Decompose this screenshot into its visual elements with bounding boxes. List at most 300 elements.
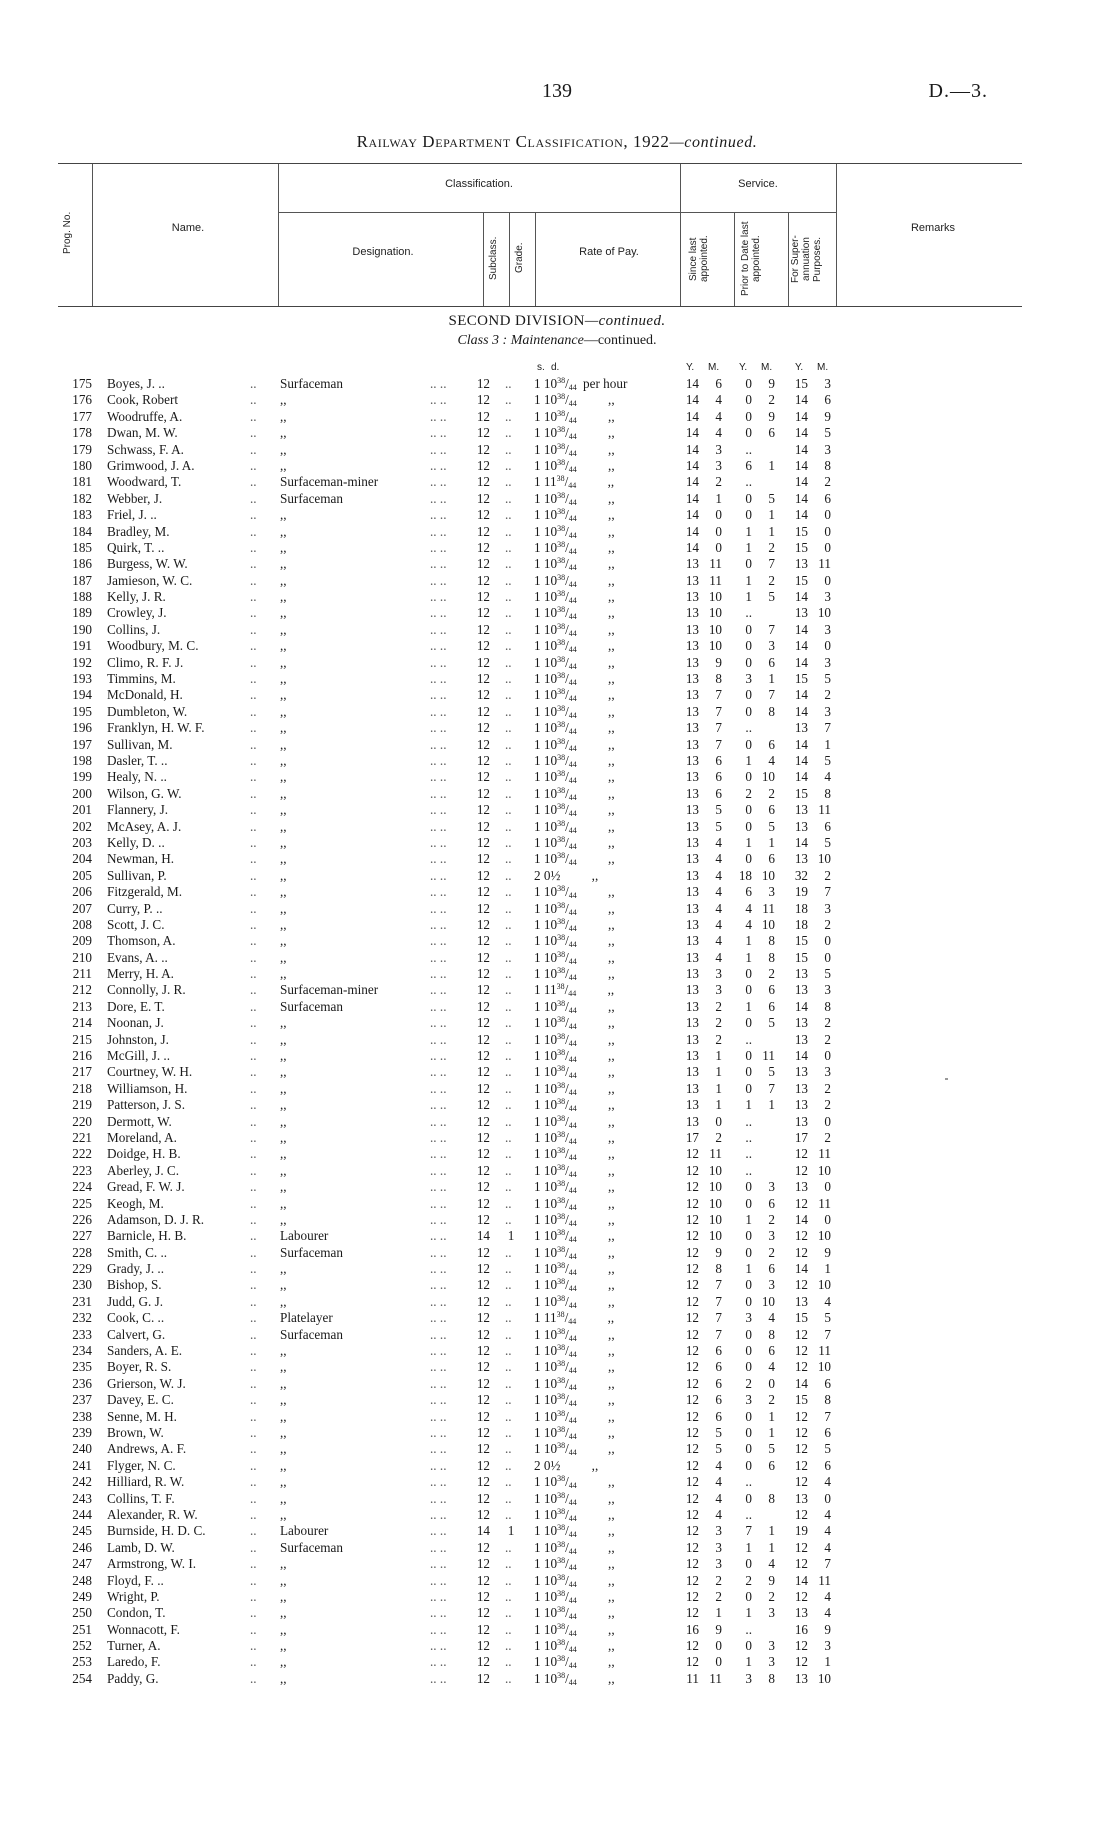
since-last-months: 4 — [715, 425, 722, 441]
employee-name: Quirk, T. .. — [107, 539, 165, 555]
leader-dots: .. — [250, 916, 257, 932]
super-years: 14 — [794, 752, 808, 768]
super-years: 12 — [794, 1654, 808, 1670]
leader-dots: .. — [505, 1048, 512, 1064]
prior-months: 5 — [768, 1064, 775, 1080]
since-last-years: 13 — [685, 949, 699, 965]
fraction-denominator: 44 — [568, 1612, 577, 1622]
since-last-months: 9 — [715, 654, 722, 670]
rate-shillings: 1 — [534, 998, 541, 1014]
fraction-denominator: 44 — [568, 563, 577, 573]
leader-dots: .. .. — [430, 1326, 447, 1342]
fraction-denominator: 44 — [568, 841, 577, 851]
leader-dots: .. — [505, 376, 512, 391]
since-last-months: 0 — [715, 507, 722, 523]
unit-months-2: M. — [761, 362, 773, 373]
leader-dots: .. — [250, 1310, 257, 1326]
ditto-mark: ,, — [608, 1605, 615, 1621]
leader-dots: .. — [505, 1195, 512, 1211]
leader-dots: .. — [250, 1605, 257, 1621]
prog-number: 211 — [72, 966, 92, 982]
leader-dots: .. — [505, 933, 512, 949]
designation: Surfaceman-miner — [280, 474, 379, 490]
subclass: 12 — [476, 408, 490, 424]
leader-dots: .. — [505, 572, 512, 588]
ditto-mark: ,, — [607, 474, 615, 490]
since-last-months: 4 — [715, 851, 722, 867]
prior-years: .. — [745, 1146, 752, 1162]
super-years: 12 — [794, 1162, 808, 1178]
ditto-mark: ,, — [608, 834, 615, 850]
rate-shillings: 1 — [534, 605, 541, 621]
since-last-months: 0 — [715, 1113, 722, 1129]
since-last-years: 13 — [685, 1113, 699, 1129]
leader-dots: .. .. — [430, 556, 447, 572]
class-name: Maintenance — [510, 333, 584, 348]
table-row — [0, 1196, 1114, 1212]
designation: ,, — [280, 671, 287, 687]
prior-years: 0 — [745, 1588, 752, 1604]
ditto-mark: ,, — [608, 572, 615, 588]
designation: ,, — [280, 408, 287, 424]
leader-dots: .. — [505, 1162, 512, 1178]
rate-shillings: 1 — [534, 507, 541, 523]
leader-dots: .. — [250, 1261, 257, 1277]
leader-dots: .. — [250, 982, 257, 998]
rate-of-pay: 1 $10^{38}/_{44}$ ,, — [534, 1539, 615, 1556]
table-row — [0, 950, 1114, 966]
prior-years: 7 — [745, 1523, 752, 1539]
prog-number: 210 — [72, 949, 92, 965]
table-row — [0, 868, 1114, 884]
since-last-months: 5 — [715, 802, 722, 818]
since-last-years: 13 — [685, 720, 699, 736]
subclass: 12 — [476, 1408, 490, 1424]
unit-years-3: Y. — [795, 362, 804, 373]
prog-number: 183 — [72, 507, 92, 523]
prog-number: 192 — [72, 654, 92, 670]
leader-dots: .. — [505, 1359, 512, 1375]
since-last-years: 12 — [685, 1539, 699, 1555]
rate-shillings: 1 — [534, 539, 541, 555]
leader-dots: .. — [250, 1621, 257, 1637]
designation: ,, — [280, 916, 287, 932]
leader-dots: .. — [250, 736, 257, 752]
prior-months: 9 — [768, 1572, 775, 1588]
prior-months: 4 — [768, 1359, 775, 1375]
employee-name: Noonan, J. — [107, 1015, 164, 1031]
subclass: 12 — [476, 1490, 490, 1506]
super-years: 15 — [794, 785, 808, 801]
super-months: 4 — [824, 1293, 831, 1309]
leader-dots: .. — [505, 1556, 512, 1572]
designation: ,, — [280, 966, 287, 982]
employee-name: Lamb, D. W. — [107, 1539, 175, 1555]
prog-number: 224 — [72, 1179, 92, 1195]
employee-name: Senne, M. H. — [107, 1408, 177, 1424]
leader-dots: .. — [505, 1621, 512, 1637]
designation: Labourer — [280, 1228, 329, 1244]
table-row — [0, 1032, 1114, 1048]
leader-dots: .. .. — [430, 1588, 447, 1604]
super-years: 14 — [794, 441, 808, 457]
fraction-numerator: 38 — [557, 1490, 566, 1500]
remarks-header: Remarks — [910, 222, 955, 234]
super-years: 15 — [794, 523, 808, 539]
prior-years: 1 — [745, 949, 752, 965]
ditto-mark: ,, — [591, 867, 599, 883]
leader-dots: .. .. — [430, 1179, 447, 1195]
leader-dots: .. — [505, 982, 512, 998]
rate-pence: 10 — [543, 1441, 558, 1457]
since-last-years: 13 — [685, 1031, 699, 1047]
prog-number: 188 — [72, 589, 92, 605]
since-last-months: 2 — [715, 998, 722, 1014]
fraction-numerator: 38 — [557, 1408, 566, 1418]
prior-months: 6 — [768, 425, 775, 441]
prog-number: 193 — [72, 671, 92, 687]
designation: Labourer — [280, 1523, 329, 1539]
prog-number: 240 — [72, 1441, 92, 1457]
since-last-years: 12 — [685, 1261, 699, 1277]
ditto-mark: ,, — [608, 900, 615, 916]
leader-dots: .. — [250, 834, 257, 850]
prior-months: 1 — [768, 1523, 775, 1539]
fraction-denominator: 44 — [568, 1022, 577, 1032]
super-months: 11 — [818, 1146, 831, 1162]
since-last-years: 12 — [685, 1474, 699, 1490]
prog-number: 195 — [72, 703, 92, 719]
leader-dots: .. — [250, 1441, 257, 1457]
prior-years: 0 — [745, 425, 752, 441]
prog-number: 213 — [72, 998, 92, 1014]
prior-months: 5 — [768, 1015, 775, 1031]
ditto-mark: ,, — [608, 1490, 615, 1506]
rate-of-pay: 1 $11^{38}/_{44}$ ,, — [534, 474, 615, 491]
leader-dots: .. .. — [430, 1506, 447, 1522]
prior-months: 1 — [768, 523, 775, 539]
since-last-months: 4 — [715, 1457, 722, 1473]
super-months: 2 — [824, 1129, 831, 1145]
rate-of-pay: 1 $10^{38}/_{44}$ ,, — [534, 1129, 615, 1146]
since-last-months: 7 — [715, 703, 722, 719]
rate-of-pay: 1 $10^{38}/_{44}$ ,, — [534, 1195, 615, 1212]
leader-dots: .. .. — [430, 966, 447, 982]
employee-name: McAsey, A. J. — [107, 818, 182, 834]
super-months: 3 — [824, 982, 831, 998]
since-last-months: 0 — [715, 539, 722, 555]
prior-years: 0 — [745, 1080, 752, 1096]
class-title — [0, 333, 1114, 349]
ditto-mark: ,, — [608, 1408, 615, 1424]
rate-pence: 10 — [543, 1326, 558, 1342]
prior-months: 8 — [768, 949, 775, 965]
fraction-numerator: 38 — [557, 1425, 566, 1434]
ditto-mark: ,, — [608, 1506, 615, 1522]
leader-dots: .. — [505, 720, 512, 736]
fraction-numerator: 38 — [557, 1441, 566, 1451]
rate-pence: 10 — [543, 556, 558, 572]
since-last-months: 6 — [715, 752, 722, 768]
since-last-years: 13 — [685, 933, 699, 949]
leader-dots: .. .. — [430, 523, 447, 539]
fraction-numerator: 38 — [557, 851, 566, 861]
designation: ,, — [280, 1113, 287, 1129]
leader-dots: .. — [505, 507, 512, 523]
rate-shillings: 1 — [534, 933, 541, 949]
leader-dots: .. .. — [430, 605, 447, 621]
rate-of-pay: 1 $11^{38}/_{44}$ ,, — [534, 982, 615, 999]
employee-name: Sullivan, M. — [107, 736, 173, 752]
designation: ,, — [280, 703, 287, 719]
ditto-mark: ,, — [608, 408, 615, 424]
rate-of-pay: 1 $10^{38}/_{44}$ ,, — [534, 769, 615, 786]
designation: ,, — [280, 736, 287, 752]
employee-name: Franklyn, H. W. F. — [107, 720, 205, 736]
fraction-denominator: 44 — [568, 546, 577, 556]
prior-years: 0 — [745, 638, 752, 654]
table-row — [0, 753, 1114, 769]
since-last-years: 12 — [685, 1490, 699, 1506]
rate-pence: 10 — [543, 720, 558, 736]
leader-dots: .. .. — [430, 1228, 447, 1244]
subclass-header: Subclass. — [488, 236, 499, 280]
leader-dots: .. — [250, 1064, 257, 1080]
rate-shillings: 1 — [534, 457, 541, 473]
rate-shillings: 1 — [534, 1474, 541, 1490]
rate-pence: 10 — [543, 687, 558, 703]
prior-years: 1 — [745, 1539, 752, 1555]
since-last-years: 13 — [685, 818, 699, 834]
table-row — [0, 1261, 1114, 1277]
prior-months: 11 — [762, 1048, 775, 1064]
fraction-numerator: 38 — [557, 1228, 566, 1238]
prior-months: 1 — [768, 1097, 775, 1113]
fraction-denominator: 44 — [568, 1350, 577, 1360]
prior-years: 0 — [745, 392, 752, 408]
fraction-denominator: 44 — [568, 432, 577, 442]
grade: 1 — [507, 1228, 515, 1244]
subclass: 12 — [476, 1015, 490, 1031]
leader-dots: .. .. — [430, 752, 447, 768]
fraction-numerator: 38 — [557, 490, 566, 500]
table-row — [0, 802, 1114, 818]
leader-dots: .. .. — [430, 884, 447, 900]
since-last-months: 5 — [715, 818, 722, 834]
leader-dots: .. — [505, 884, 512, 900]
prog-number: 184 — [72, 523, 92, 539]
since-last-years: 12 — [685, 1588, 699, 1604]
rate-pence: 10 — [543, 1539, 558, 1555]
fraction-denominator: 44 — [568, 1432, 577, 1441]
prior-years: 0 — [745, 736, 752, 752]
designation: ,, — [280, 834, 287, 850]
since-last-months: 3 — [715, 966, 722, 982]
rate-of-pay: 1 $10^{38}/_{44}$ ,, — [534, 1326, 615, 1343]
rate-pence: 10 — [543, 1654, 558, 1670]
since-last-header: Since last appointed. — [688, 235, 710, 283]
rate-shillings: 1 — [534, 1310, 541, 1326]
rate-of-pay: 1 $10^{38}/_{44}$ ,, — [534, 752, 615, 769]
prior-months: 2 — [768, 1392, 775, 1408]
leader-dots: .. .. — [430, 687, 447, 703]
fraction-denominator: 44 — [568, 809, 577, 819]
since-last-months: 1 — [715, 1064, 722, 1080]
rate-pence: 10 — [543, 1048, 558, 1064]
leader-dots: .. — [505, 539, 512, 555]
prog-number: 228 — [72, 1244, 92, 1260]
leader-dots: .. — [250, 867, 257, 883]
fraction-numerator: 38 — [557, 1638, 566, 1648]
rate-pence: 10 — [543, 654, 558, 670]
super-years: 12 — [794, 1195, 808, 1211]
rate-shillings: 1 — [534, 1048, 541, 1064]
since-last-months: 7 — [715, 687, 722, 703]
employee-name: Burgess, W. W. — [107, 556, 188, 572]
prior-months: 1 — [768, 507, 775, 523]
fraction-numerator: 38 — [557, 1572, 566, 1582]
fraction-numerator: 38 — [557, 933, 566, 943]
rate-shillings: 1 — [534, 1293, 541, 1309]
fraction-denominator: 44 — [568, 1415, 577, 1425]
table-row — [0, 917, 1114, 933]
rate-shillings: 1 — [534, 621, 541, 637]
super-months: 6 — [824, 818, 831, 834]
designation: ,, — [280, 1474, 287, 1490]
designation: ,, — [280, 1359, 287, 1375]
table-row — [0, 1146, 1114, 1162]
table-row — [0, 671, 1114, 687]
fraction-numerator: 38 — [557, 392, 566, 402]
rate-pence: 10 — [543, 851, 558, 867]
leader-dots: .. — [505, 736, 512, 752]
rate-pence: 10 — [543, 539, 558, 555]
rate-of-pay: 1 $10^{38}/_{44}$ ,, — [534, 605, 615, 622]
leader-dots: .. — [505, 457, 512, 473]
subclass: 12 — [476, 589, 490, 605]
super-months: 11 — [818, 1343, 831, 1359]
fraction-denominator: 44 — [568, 399, 577, 409]
ditto-mark: ,, — [608, 1654, 615, 1670]
fraction-numerator: 38 — [557, 687, 566, 697]
rate-pence: 10 — [543, 1506, 558, 1522]
leader-dots: .. — [250, 752, 257, 768]
since-last-months: 0 — [715, 523, 722, 539]
ditto-mark: ,, — [608, 1113, 615, 1129]
rate-shillings: 1 — [534, 1146, 541, 1162]
leader-dots: .. — [250, 1654, 257, 1670]
fraction-numerator: 38 — [557, 1064, 566, 1074]
rate-pence: 10 — [543, 1490, 558, 1506]
leader-dots: .. .. — [430, 621, 447, 637]
fraction-numerator: 38 — [557, 1605, 566, 1615]
subclass: 12 — [476, 1441, 490, 1457]
leader-dots: .. — [250, 621, 257, 637]
ditto-mark: ,, — [608, 1375, 615, 1391]
super-months: 10 — [817, 1277, 831, 1293]
table-row — [0, 1491, 1114, 1507]
prog-number: 218 — [72, 1080, 92, 1096]
table-row — [0, 1228, 1114, 1244]
subclass: 12 — [476, 1293, 490, 1309]
prog-number: 239 — [72, 1425, 92, 1440]
leader-dots: .. .. — [430, 998, 447, 1014]
super-months: 5 — [824, 425, 831, 441]
designation: ,, — [280, 1048, 287, 1064]
prior-years: .. — [745, 1031, 752, 1047]
leader-dots: .. .. — [430, 1080, 447, 1096]
rate-pence: 10 — [543, 605, 558, 621]
rate-of-pay: 1 $10^{38}/_{44}$ ,, — [534, 1261, 615, 1278]
ditto-mark: ,, — [608, 1162, 615, 1178]
employee-name: Merry, H. A. — [107, 966, 174, 982]
rate-of-pay: 1 $10^{38}/_{44}$ per hour — [534, 376, 628, 392]
subclass: 12 — [476, 507, 490, 523]
rate-of-pay: 1 $10^{38}/_{44}$ ,, — [534, 638, 615, 655]
fraction-denominator: 44 — [568, 825, 577, 835]
designation: ,, — [280, 556, 287, 572]
rate-pence: 10 — [543, 1474, 558, 1490]
rate-pence: 10 — [543, 671, 558, 687]
rate-shillings: 1 — [534, 1162, 541, 1178]
leader-dots: .. — [250, 1244, 257, 1260]
leader-dots: .. — [250, 998, 257, 1014]
leader-dots: .. — [250, 1179, 257, 1195]
subclass: 12 — [476, 1031, 490, 1047]
leader-dots: .. — [250, 589, 257, 605]
fraction-denominator: 44 — [568, 1071, 577, 1081]
prior-months: 3 — [768, 1605, 775, 1621]
designation: ,, — [280, 572, 287, 588]
rate-of-pay: 1 $10^{38}/_{44}$ ,, — [534, 1293, 615, 1310]
leader-dots: .. .. — [430, 1359, 447, 1375]
super-years: 15 — [794, 1392, 808, 1408]
super-months: 7 — [824, 1408, 831, 1424]
super-months: 4 — [824, 769, 831, 785]
rate-pence: 10 — [543, 408, 558, 424]
fraction-denominator: 44 — [568, 514, 577, 524]
super-years: 14 — [794, 507, 808, 523]
fraction-numerator: 38 — [557, 769, 566, 779]
prog-number: 189 — [72, 605, 92, 621]
subclass: 12 — [476, 1343, 490, 1359]
super-months: 4 — [824, 1474, 831, 1490]
rate-shillings: 1 — [534, 1425, 541, 1440]
subclass: 12 — [476, 1457, 490, 1473]
since-last-years: 12 — [685, 1506, 699, 1522]
ditto-mark: ,, — [608, 1359, 615, 1375]
employee-name: Collins, J. — [107, 621, 161, 637]
designation: ,, — [280, 867, 287, 883]
prog-number: 254 — [72, 1670, 92, 1686]
fraction-numerator: 38 — [557, 752, 566, 762]
subclass: 14 — [476, 1523, 490, 1539]
prog-number: 181 — [72, 474, 92, 490]
leader-dots: .. — [250, 1523, 257, 1539]
since-last-years: 13 — [685, 1015, 699, 1031]
rate-of-pay: 1 $10^{38}/_{44}$ ,, — [534, 1179, 615, 1196]
since-last-years: 12 — [685, 1343, 699, 1359]
rate-pence: 0 — [543, 1457, 551, 1473]
since-last-months: 3 — [715, 1523, 722, 1539]
rate-pence: 10 — [543, 638, 558, 654]
leader-dots: .. .. — [430, 392, 447, 408]
prog-number: 246 — [72, 1539, 92, 1555]
fraction-numerator: 38 — [557, 1261, 566, 1271]
subclass: 12 — [476, 1244, 490, 1260]
fraction-denominator: 44 — [568, 858, 577, 868]
prior-months: 3 — [768, 1179, 775, 1195]
